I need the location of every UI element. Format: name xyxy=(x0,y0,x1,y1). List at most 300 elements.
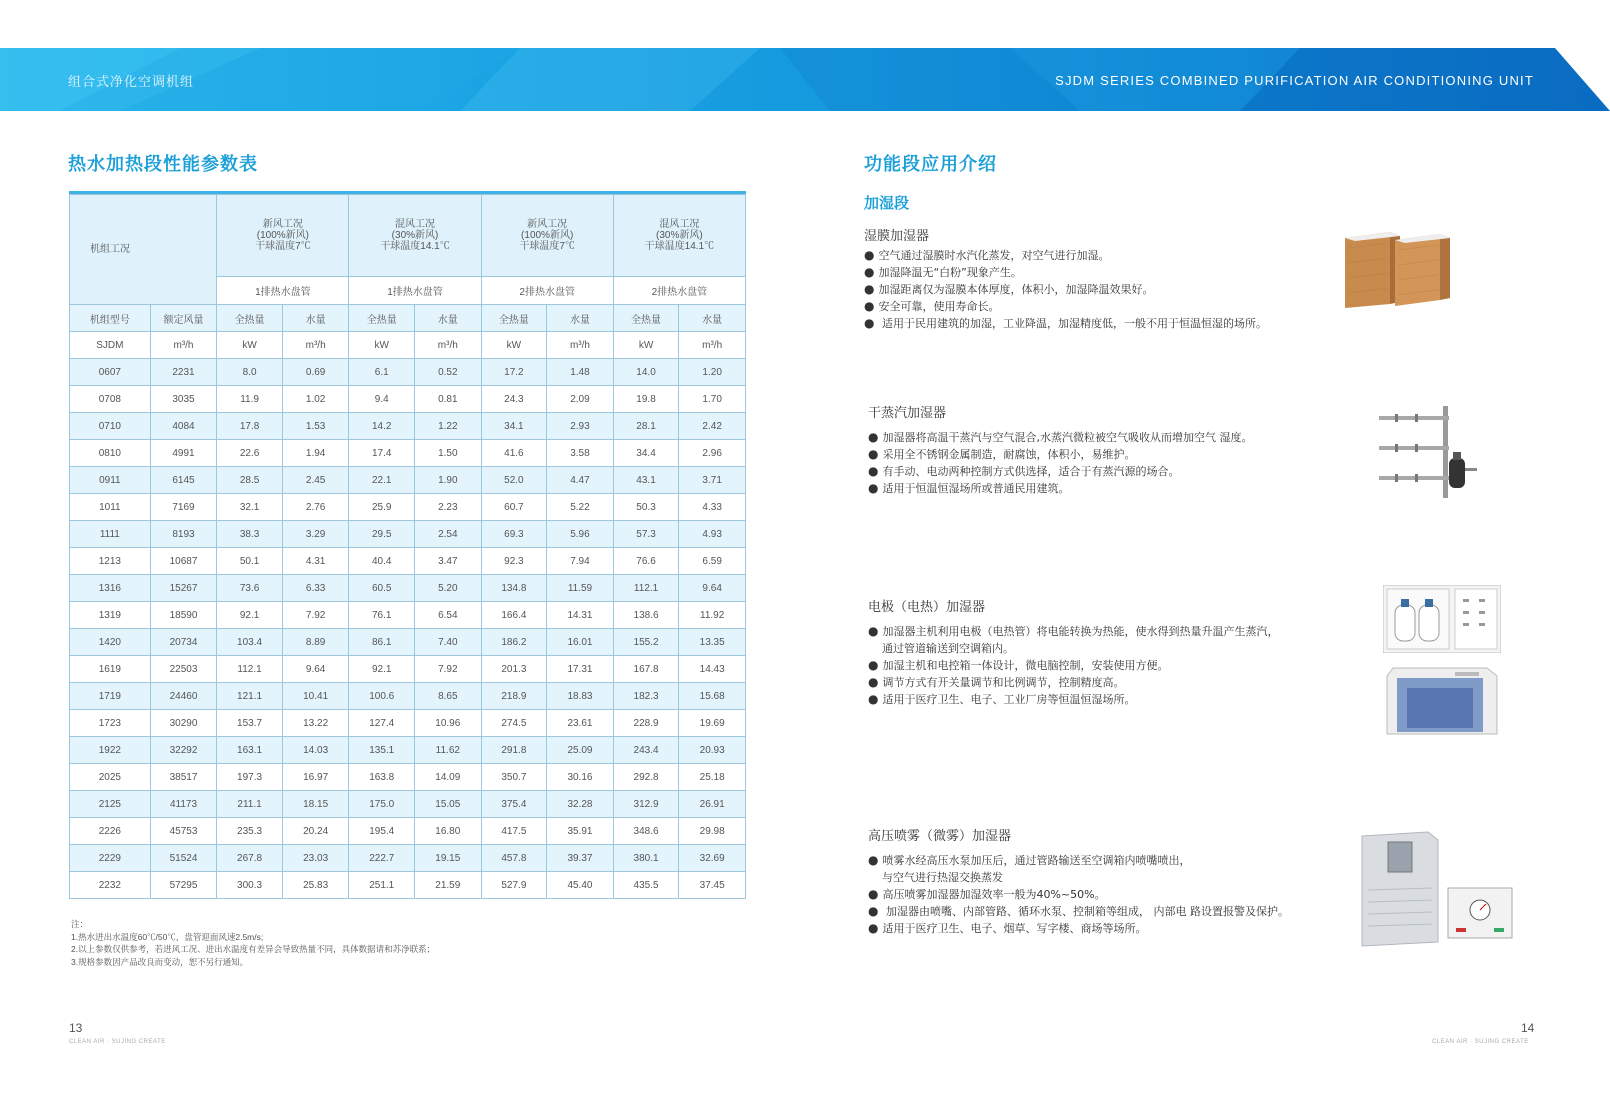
table-cell: 13.22 xyxy=(282,710,349,737)
condition-header xyxy=(217,195,349,277)
table-cell: 2232 xyxy=(70,872,151,899)
coil-label: 1排热水盘管 xyxy=(349,277,481,305)
right-page-title: 功能段应用介绍 xyxy=(864,154,997,175)
table-cell: 197.3 xyxy=(217,764,283,791)
table-cell: 182.3 xyxy=(613,683,679,710)
table-cell: 25.18 xyxy=(679,764,746,791)
table-cell: 52.0 xyxy=(481,467,547,494)
table-cell: 1.94 xyxy=(282,440,349,467)
table-cell: 11.59 xyxy=(547,575,614,602)
table-notes xyxy=(71,918,435,968)
high-pressure-humidifier-image xyxy=(1358,830,1518,948)
table-cell: 28.1 xyxy=(613,413,679,440)
table-cell: 76.1 xyxy=(349,602,415,629)
table-cell: 全热量 xyxy=(349,305,415,332)
table-cell: 0.69 xyxy=(282,359,349,386)
bullet-item xyxy=(864,247,1267,264)
table-cell: 267.8 xyxy=(217,845,283,872)
bullet-item xyxy=(868,657,1278,674)
table-row xyxy=(70,575,746,602)
table-cell: 1011 xyxy=(70,494,151,521)
table-cell: kW xyxy=(217,332,283,359)
humidifier-section-title: 加湿段 xyxy=(864,194,910,212)
table-cell: 39.37 xyxy=(547,845,614,872)
table-cell: 机组型号 xyxy=(70,305,151,332)
table-cell: 1420 xyxy=(70,629,151,656)
table-row xyxy=(70,359,746,386)
table-cell: 1.50 xyxy=(415,440,482,467)
condition-line: (100%新风) xyxy=(256,230,309,241)
table-cell: 全热量 xyxy=(481,305,547,332)
table-cell: 15.05 xyxy=(415,791,482,818)
table-cell: 121.1 xyxy=(217,683,283,710)
table-cell: 274.5 xyxy=(481,710,547,737)
table-cell: 25.09 xyxy=(547,737,614,764)
table-cell: 9.64 xyxy=(282,656,349,683)
table-cell: 24460 xyxy=(150,683,217,710)
bullet-text: 高压喷雾加湿器加湿效率一般为40%~50%。 xyxy=(882,888,1106,901)
bullet-item xyxy=(868,480,1252,497)
table-cell: 6145 xyxy=(150,467,217,494)
table-cell: 57.3 xyxy=(613,521,679,548)
table-cell: 57295 xyxy=(150,872,217,899)
table-cell: 1922 xyxy=(70,737,151,764)
condition-line: 干球温度7℃ xyxy=(255,241,311,252)
performance-table xyxy=(69,191,746,899)
bullet-list-wet-film xyxy=(864,247,1267,332)
table-cell: 22.6 xyxy=(217,440,283,467)
bullet-item xyxy=(864,281,1267,298)
table-cell: 40.4 xyxy=(349,548,415,575)
table-cell: 222.7 xyxy=(349,845,415,872)
condition-line: 干球温度14.1℃ xyxy=(644,241,715,252)
table-cell: 457.8 xyxy=(481,845,547,872)
bullet-item xyxy=(868,920,1289,937)
table-cell: 0.52 xyxy=(415,359,482,386)
table-cell: 水量 xyxy=(282,305,349,332)
table-cell: 17.8 xyxy=(217,413,283,440)
table-cell: 水量 xyxy=(547,305,614,332)
table-cell: 135.1 xyxy=(349,737,415,764)
table-cell: 527.9 xyxy=(481,872,547,899)
table-cell: 20.93 xyxy=(679,737,746,764)
table-cell: 全热量 xyxy=(613,305,679,332)
table-cell: 2.93 xyxy=(547,413,614,440)
table-row xyxy=(70,764,746,791)
table-cell: 20.24 xyxy=(282,818,349,845)
bullet-dot-icon: ● xyxy=(864,282,875,296)
table-row xyxy=(70,521,746,548)
header-left-title: 组合式净化空调机组 xyxy=(68,75,195,90)
bullet-dot-icon: ● xyxy=(868,481,879,495)
table-cell: 19.8 xyxy=(613,386,679,413)
table-cell: 30290 xyxy=(150,710,217,737)
table-row xyxy=(70,413,746,440)
bullet-dot-icon: ● xyxy=(868,904,879,918)
table-cell: 14.09 xyxy=(415,764,482,791)
table-cell: kW xyxy=(349,332,415,359)
table-cell: 6.54 xyxy=(415,602,482,629)
table-cell: 50.1 xyxy=(217,548,283,575)
table-cell: 195.4 xyxy=(349,818,415,845)
dry-steam-humidifier-image xyxy=(1375,402,1485,502)
table-cell: kW xyxy=(613,332,679,359)
table-cell: 1319 xyxy=(70,602,151,629)
table-cell: 8.65 xyxy=(415,683,482,710)
table-cell: 41173 xyxy=(150,791,217,818)
bullet-dot-icon: ● xyxy=(868,853,879,867)
bullet-dot-icon: ● xyxy=(868,658,879,672)
bullet-text: 加湿降温无“白粉”现象产生。 xyxy=(878,266,1022,279)
condition-line: 干球温度14.1℃ xyxy=(380,241,450,252)
table-row xyxy=(70,494,746,521)
table-cell: m³/h xyxy=(547,332,614,359)
table-cell: 8.0 xyxy=(217,359,283,386)
left-footer: CLEAN AIR · SUJING CREATE xyxy=(69,1039,166,1045)
table-row xyxy=(70,710,746,737)
table-cell: 1.53 xyxy=(282,413,349,440)
bullet-dot-icon: ● xyxy=(868,464,879,478)
table-cell: 16.01 xyxy=(547,629,614,656)
table-cell: 163.8 xyxy=(349,764,415,791)
table-cell: 134.8 xyxy=(481,575,547,602)
bullet-text: 加湿距离仅为湿膜本体厚度，体积小，加湿降温效果好。 xyxy=(878,283,1154,296)
table-cell: 211.1 xyxy=(217,791,283,818)
bullet-dot-icon: ● xyxy=(864,248,875,262)
table-cell: 4.31 xyxy=(282,548,349,575)
table-cell: 19.69 xyxy=(679,710,746,737)
table-cell: 1619 xyxy=(70,656,151,683)
table-cell: 41.6 xyxy=(481,440,547,467)
table-cell: 14.2 xyxy=(349,413,415,440)
bullet-item xyxy=(868,903,1289,920)
table-cell: 16.97 xyxy=(282,764,349,791)
table-cell: 5.22 xyxy=(547,494,614,521)
table-cell: 0710 xyxy=(70,413,151,440)
table-cell: 15267 xyxy=(150,575,217,602)
table-cell: 20734 xyxy=(150,629,217,656)
bullet-text: 适用于医疗卫生、电子、烟草、写字楼、商场等场所。 xyxy=(882,922,1147,935)
table-cell: 29.5 xyxy=(349,521,415,548)
bullet-text: 安全可靠，使用寿命长。 xyxy=(878,300,1000,313)
table-cell: kW xyxy=(481,332,547,359)
table-cell: m³/h xyxy=(415,332,482,359)
table-cell: 32.69 xyxy=(679,845,746,872)
condition-line: (30%新风) xyxy=(391,230,439,241)
table-cell: 17.2 xyxy=(481,359,547,386)
table-cell: 22503 xyxy=(150,656,217,683)
item-title-electrode: 电极（电热）加湿器 xyxy=(868,600,986,615)
bullet-item xyxy=(864,264,1267,281)
table-cell: 1.70 xyxy=(679,386,746,413)
table-cell: 1719 xyxy=(70,683,151,710)
table-row xyxy=(70,629,746,656)
condition-line: 新风工况 xyxy=(527,219,568,230)
unit-row xyxy=(70,332,746,359)
bullet-text: 调节方式有开关量调节和比例调节，控制精度高。 xyxy=(882,676,1125,689)
table-cell: 2.76 xyxy=(282,494,349,521)
condition-header xyxy=(349,195,481,277)
table-cell: m³/h xyxy=(282,332,349,359)
table-row xyxy=(70,791,746,818)
left-page-title: 热水加热段性能参数表 xyxy=(68,154,258,175)
table-cell: 11.92 xyxy=(679,602,746,629)
table-cell: 60.5 xyxy=(349,575,415,602)
table-cell: 3.29 xyxy=(282,521,349,548)
table-cell: 16.80 xyxy=(415,818,482,845)
corner-label: 机组工况 xyxy=(70,195,217,305)
coil-label: 1排热水盘管 xyxy=(217,277,349,305)
table-cell: 92.1 xyxy=(349,656,415,683)
electrode-control-box-image xyxy=(1383,664,1501,738)
table-cell: 24.3 xyxy=(481,386,547,413)
table-cell: 3.58 xyxy=(547,440,614,467)
table-cell: 29.98 xyxy=(679,818,746,845)
table-cell: 0810 xyxy=(70,440,151,467)
condition-line: (30%新风) xyxy=(656,230,703,241)
bullet-text: 采用全不锈钢金属制造，耐腐蚀，体积小，易维护。 xyxy=(882,448,1136,461)
table-cell: 112.1 xyxy=(613,575,679,602)
table-row xyxy=(70,818,746,845)
table-cell: 6.1 xyxy=(349,359,415,386)
table-cell: 11.62 xyxy=(415,737,482,764)
table-cell: 1213 xyxy=(70,548,151,575)
table-cell: 34.4 xyxy=(613,440,679,467)
bullet-dot-icon: ● xyxy=(864,299,875,313)
bullet-list-dry-steam xyxy=(868,429,1252,497)
bullet-item xyxy=(868,852,1289,869)
bullet-text: 与空气进行热湿交换蒸发 xyxy=(882,871,1003,884)
header-banner xyxy=(0,48,1610,111)
bullet-text: 适用于医疗卫生、电子、工业厂房等恒温恒湿场所。 xyxy=(882,693,1136,706)
table-cell: 43.1 xyxy=(613,467,679,494)
table-cell: 0911 xyxy=(70,467,151,494)
table-cell: 167.8 xyxy=(613,656,679,683)
table-cell: 1316 xyxy=(70,575,151,602)
condition-header xyxy=(613,195,745,277)
table-cell: 4084 xyxy=(150,413,217,440)
table-cell: 15.68 xyxy=(679,683,746,710)
table-cell: 5.20 xyxy=(415,575,482,602)
bullet-list-electrode xyxy=(868,623,1278,708)
item-title-dry-steam: 干蒸汽加湿器 xyxy=(868,406,947,421)
table-cell: 201.3 xyxy=(481,656,547,683)
bullet-dot-icon: ● xyxy=(868,921,879,935)
bullet-item xyxy=(868,674,1278,691)
table-cell: 92.3 xyxy=(481,548,547,575)
table-cell: 17.31 xyxy=(547,656,614,683)
table-cell: 21.59 xyxy=(415,872,482,899)
bullet-text: 有手动、电动两种控制方式供选择，适合于有蒸汽源的场合。 xyxy=(882,465,1180,478)
table-cell: 0.81 xyxy=(415,386,482,413)
table-cell: 10687 xyxy=(150,548,217,575)
table-cell: 35.91 xyxy=(547,818,614,845)
table-cell: 100.6 xyxy=(349,683,415,710)
table-cell: 水量 xyxy=(415,305,482,332)
table-cell: 32.1 xyxy=(217,494,283,521)
table-cell: 1.22 xyxy=(415,413,482,440)
table-cell: 7169 xyxy=(150,494,217,521)
table-cell: 3035 xyxy=(150,386,217,413)
right-page-number: 14 xyxy=(1521,1021,1535,1035)
table-cell: 1.20 xyxy=(679,359,746,386)
table-cell: 1723 xyxy=(70,710,151,737)
bullet-text: 通过管道输送到空调箱内。 xyxy=(882,642,1014,655)
table-row xyxy=(70,656,746,683)
table-cell: 25.83 xyxy=(282,872,349,899)
table-cell: 243.4 xyxy=(613,737,679,764)
table-cell: 8.89 xyxy=(282,629,349,656)
column-header-row xyxy=(70,305,746,332)
table-cell: 6.33 xyxy=(282,575,349,602)
table-cell: 417.5 xyxy=(481,818,547,845)
table-cell: 2.23 xyxy=(415,494,482,521)
bullet-item xyxy=(868,640,1278,657)
bullet-item xyxy=(868,869,1289,886)
table-cell: 3.47 xyxy=(415,548,482,575)
note-line: 1.热水进出水温度60℃/50℃，盘管迎面风速2.5m/s; xyxy=(71,931,264,942)
table-cell: 9.64 xyxy=(679,575,746,602)
left-page-number: 13 xyxy=(69,1021,83,1035)
item-title-high-pressure: 高压喷雾（微雾）加湿器 xyxy=(868,829,1012,844)
table-cell: 1.02 xyxy=(282,386,349,413)
table-cell: 26.91 xyxy=(679,791,746,818)
bullet-dot-icon: ● xyxy=(868,675,879,689)
table-cell: 14.43 xyxy=(679,656,746,683)
bullet-dot-icon: ● xyxy=(868,692,879,706)
table-cell: 23.61 xyxy=(547,710,614,737)
note-line: 2.以上参数仅供参考，若进风工况、进出水温度有差异会导致热量不同，具体数据请和苏净联系； xyxy=(71,944,436,954)
table-cell: 5.96 xyxy=(547,521,614,548)
condition-line: 混风工况 xyxy=(395,219,436,230)
table-row xyxy=(70,602,746,629)
table-cell: 380.1 xyxy=(613,845,679,872)
table-cell: 45.40 xyxy=(547,872,614,899)
bullet-item xyxy=(864,315,1267,332)
bullet-item xyxy=(868,429,1252,446)
bullet-text: 加湿器将高温干蒸汽与空气混合,水蒸汽微粒被空气吸收从而增加空气 湿度。 xyxy=(882,431,1253,444)
table-cell: 10.41 xyxy=(282,683,349,710)
condition-header xyxy=(481,195,613,277)
table-cell: 155.2 xyxy=(613,629,679,656)
table-cell: 2.54 xyxy=(415,521,482,548)
table-cell: 92.1 xyxy=(217,602,283,629)
table-cell: 13.35 xyxy=(679,629,746,656)
bullet-item xyxy=(868,446,1252,463)
coil-label: 2排热水盘管 xyxy=(481,277,613,305)
table-cell: 0607 xyxy=(70,359,151,386)
table-cell: m³/h xyxy=(679,332,746,359)
table-cell: 2025 xyxy=(70,764,151,791)
table-cell: 76.6 xyxy=(613,548,679,575)
bullet-dot-icon: ● xyxy=(868,624,879,638)
table-cell: 全热量 xyxy=(217,305,283,332)
bullet-item xyxy=(868,886,1289,903)
table-cell: 2.42 xyxy=(679,413,746,440)
condition-line: 干球温度7℃ xyxy=(519,241,575,252)
table-cell: 300.3 xyxy=(217,872,283,899)
table-row xyxy=(70,872,746,899)
table-cell: 30.16 xyxy=(547,764,614,791)
bullet-text: 加湿器由喷嘴、内部管路、循环水泵、控制箱等组成， 内部电 路设置报警及保护。 xyxy=(882,905,1289,918)
table-cell: 3.71 xyxy=(679,467,746,494)
bullet-text: 适用于恒温恒湿场所或普通民用建筑。 xyxy=(882,482,1070,495)
note-line: 注： xyxy=(71,919,89,929)
table-cell: SJDM xyxy=(70,332,151,359)
table-cell: 2226 xyxy=(70,818,151,845)
table-row xyxy=(70,467,746,494)
table-cell: 6.59 xyxy=(679,548,746,575)
table-cell: 19.15 xyxy=(415,845,482,872)
table-cell: 112.1 xyxy=(217,656,283,683)
table-cell: 10.96 xyxy=(415,710,482,737)
table-cell: 291.8 xyxy=(481,737,547,764)
bullet-dot-icon: ● xyxy=(868,887,879,901)
table-cell: 2.45 xyxy=(282,467,349,494)
table-cell: 292.8 xyxy=(613,764,679,791)
table-cell: 7.94 xyxy=(547,548,614,575)
bullet-text: 喷雾水经高压水泵加压后，通过管路输送至空调箱内喷嘴喷出， xyxy=(882,854,1191,867)
table-cell: 14.0 xyxy=(613,359,679,386)
table-row xyxy=(70,737,746,764)
table-row xyxy=(70,683,746,710)
bullet-dot-icon: ● xyxy=(864,316,875,330)
bullet-text: 加湿主机和电控箱一体设计，微电脑控制，安装使用方便。 xyxy=(882,659,1169,672)
table-cell: 186.2 xyxy=(481,629,547,656)
table-cell: 350.7 xyxy=(481,764,547,791)
condition-line: (100%新风) xyxy=(521,230,574,241)
table-cell: 45753 xyxy=(150,818,217,845)
item-title-wet-film: 湿膜加湿器 xyxy=(864,229,930,244)
table-cell: 37.45 xyxy=(679,872,746,899)
table-cell: 22.1 xyxy=(349,467,415,494)
right-footer: CLEAN AIR · SUJING CREATE xyxy=(1432,1039,1529,1045)
table-cell: m³/h xyxy=(150,332,217,359)
table-cell: 23.03 xyxy=(282,845,349,872)
table-cell: 水量 xyxy=(679,305,746,332)
table-cell: 11.9 xyxy=(217,386,283,413)
table-cell: 2231 xyxy=(150,359,217,386)
table-cell: 2125 xyxy=(70,791,151,818)
table-cell: 375.4 xyxy=(481,791,547,818)
table-cell: 18.83 xyxy=(547,683,614,710)
table-row xyxy=(70,548,746,575)
table-cell: 38.3 xyxy=(217,521,283,548)
table-cell: 14.03 xyxy=(282,737,349,764)
header-right-title: SJDM SERIES COMBINED PURIFICATION AIR CONDITIONING UNIT xyxy=(1055,73,1534,88)
bullet-item xyxy=(868,463,1252,480)
table-cell: 163.1 xyxy=(217,737,283,764)
bullet-dot-icon: ● xyxy=(864,265,875,279)
table-cell: 7.40 xyxy=(415,629,482,656)
table-cell: 60.7 xyxy=(481,494,547,521)
table-cell: 0708 xyxy=(70,386,151,413)
table-cell: 348.6 xyxy=(613,818,679,845)
table-cell: 额定风量 xyxy=(150,305,217,332)
table-cell: 34.1 xyxy=(481,413,547,440)
table-cell: 73.6 xyxy=(217,575,283,602)
wet-film-humidifier-image xyxy=(1340,228,1485,310)
table-cell: 435.5 xyxy=(613,872,679,899)
table-cell: 18590 xyxy=(150,602,217,629)
bullet-dot-icon: ● xyxy=(868,447,879,461)
bullet-list-high-pressure xyxy=(868,852,1289,937)
bullet-item xyxy=(868,623,1278,640)
condition-line: 新风工况 xyxy=(262,219,303,230)
table-cell: 17.4 xyxy=(349,440,415,467)
table-row xyxy=(70,440,746,467)
table-cell: 7.92 xyxy=(415,656,482,683)
